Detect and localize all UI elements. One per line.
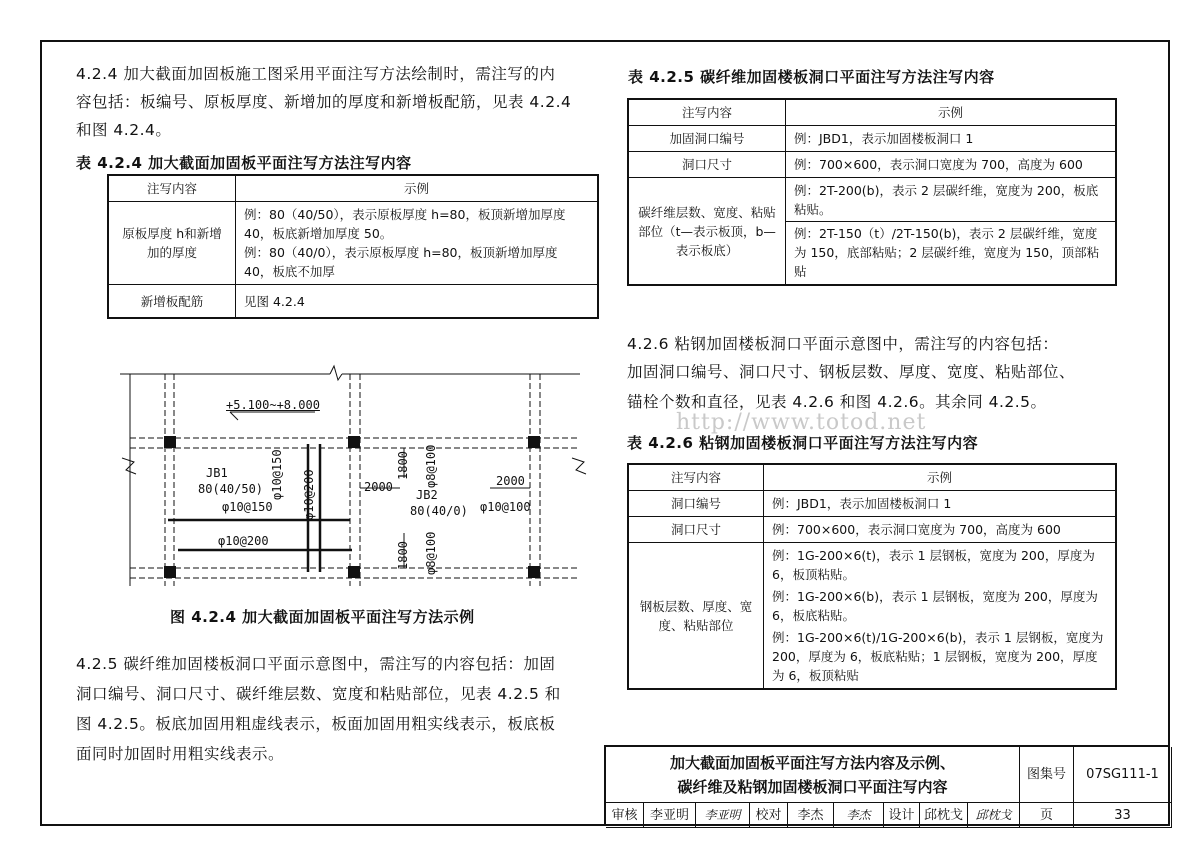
example-text: 例：2T-200(b)，表示 2 层碳纤维，宽度为 200，板底粘贴。 — [794, 183, 1099, 217]
rebar-label-vertical: φ8@100 — [424, 531, 438, 575]
rebar-label-vertical: φ10@200 — [302, 469, 316, 520]
table-header: 注写内容 — [108, 175, 236, 202]
rebar-label: φ10@150 — [222, 500, 273, 514]
checker-signature: 李杰 — [834, 803, 884, 828]
designer-signature: 邱枕戈 — [968, 803, 1020, 828]
text-line: 和图 4.2.4。 — [76, 121, 172, 139]
example-text: 例：1G-200×6(t)/1G-200×6(b)，表示 1 层钢板，宽度为 200，厚度为 6，板底粘贴；1 层钢板，宽度为 200，厚度为 6，板顶粘贴 — [772, 630, 1104, 683]
designer-name: 邱枕戈 — [920, 803, 968, 828]
text-line: 4.2.6 粘钢加固楼板洞口平面示意图中，需注写的内容包括： — [627, 335, 1059, 353]
checker-name: 李杰 — [788, 803, 834, 828]
rebar-label-vertical: φ8@100 — [424, 444, 438, 488]
table-4-2-6 — [627, 463, 1117, 690]
table-header: 注写内容 — [628, 99, 786, 126]
table-4-2-4-title: 表 4.2.4 加大截面加固板平面注写方法注写内容 — [76, 154, 412, 172]
table-cell: 碳纤维层数、宽度、粘贴部位（t—表示板顶，b—表示板底） — [628, 178, 786, 286]
dimension-label: 2000 — [364, 480, 393, 494]
drawing-title-line: 碳纤维及粘钢加固楼板洞口平面注写内容 — [677, 778, 948, 796]
table-header: 示例 — [786, 99, 1117, 126]
table-4-2-5-title: 表 4.2.5 碳纤维加固楼板洞口平面注写方法注写内容 — [628, 68, 995, 86]
check-label: 校对 — [750, 803, 788, 828]
reviewer-name: 李亚明 — [644, 803, 696, 828]
drawing-title-line: 加大截面加固板平面注写方法内容及示例、 — [669, 754, 955, 772]
text-line: 4.2.4 加大截面加固板施工图采用平面注写方法绘制时，需注写的内 — [76, 65, 556, 83]
table-cell: 例：JBD1，表示加固楼板洞口 1 — [764, 491, 1117, 517]
text-line: 面同时加固时用粗实线表示。 — [76, 745, 285, 763]
rebar-label: φ10@200 — [218, 534, 269, 548]
page-number: 33 — [1074, 803, 1172, 828]
atlas-label: 图集号 — [1020, 747, 1074, 803]
table-cell — [764, 543, 1117, 690]
slab-label-jb2: JB2 — [416, 488, 438, 502]
example-text: 例：1G-200×6(t)，表示 1 层钢板，宽度为 200，厚度为 6，板顶粘贴。 — [772, 548, 1095, 582]
dimension-label: 2000 — [496, 474, 525, 488]
table-4-2-4 — [107, 174, 599, 319]
example-text: 例：1G-200×6(b)，表示 1 层钢板，宽度为 200，厚度为 6，板底粘贴。 — [772, 589, 1098, 623]
table-cell: 洞口尺寸 — [628, 517, 764, 543]
table-cell — [786, 178, 1117, 286]
watermark-text: http://www.totod.net — [676, 410, 927, 435]
dimension-label: 1800 — [396, 541, 410, 570]
table-cell: 原板厚度 h和新增加的厚度 — [108, 202, 236, 285]
slab-thickness-jb1: 80(40/50) — [198, 482, 264, 496]
design-label: 设计 — [884, 803, 920, 828]
text-line: 图 4.2.5。板底加固用粗虚线表示，板面加固用粗实线表示，板底板 — [76, 715, 556, 733]
table-cell: 洞口尺寸 — [628, 152, 786, 178]
text-line: 加固洞口编号、洞口尺寸、钢板层数、厚度、宽度、粘贴部位、 — [627, 363, 1076, 381]
table-cell: 例：700×600，表示洞口宽度为 700，高度为 600 — [764, 517, 1117, 543]
table-header: 注写内容 — [628, 464, 764, 491]
text-line: 4.2.5 碳纤维加固楼板洞口平面示意图中，需注写的内容包括：加固 — [76, 655, 556, 673]
table-4-2-5 — [627, 98, 1117, 286]
table-cell: 洞口编号 — [628, 491, 764, 517]
drawing-title — [606, 747, 1020, 803]
elevation-label: +5.100~+8.000 — [226, 398, 320, 412]
table-cell: 加固洞口编号 — [628, 126, 786, 152]
title-block — [604, 745, 1170, 826]
text-line: 锚栓个数和直径，见表 4.2.6 和图 4.2.6。其余同 4.2.5。 — [627, 393, 1047, 411]
table-header: 示例 — [236, 175, 599, 202]
table-4-2-6-title: 表 4.2.6 粘钢加固楼板洞口平面注写方法注写内容 — [627, 434, 979, 452]
text-line: 洞口编号、洞口尺寸、碳纤维层数、宽度和粘贴部位，见表 4.2.5 和 — [76, 685, 561, 703]
slab-thickness-jb2: 80(40/0) — [410, 504, 468, 518]
table-cell — [236, 202, 599, 285]
page-label: 页 — [1020, 803, 1074, 828]
rebar-label-vertical: φ10@150 — [270, 449, 284, 500]
example-text: 例：2T-150（t）/2T-150(b)，表示 2 层碳纤维，宽度为 150，底部粘贴；2 层碳纤维，宽度为 150，顶部粘贴 — [786, 221, 1115, 281]
figure-caption: 图 4.2.4 加大截面加固板平面注写方法示例 — [170, 608, 475, 626]
atlas-number: 07SG111-1 — [1074, 747, 1172, 803]
reviewer-signature: 李亚明 — [696, 803, 750, 828]
dimension-label: 1800 — [396, 451, 410, 480]
table-cell: 新增板配筋 — [108, 285, 236, 319]
table-header: 示例 — [764, 464, 1117, 491]
text-line: 容包括：板编号、原板厚度、新增加的厚度和新增板配筋，见表 4.2.4 — [76, 93, 572, 111]
table-cell: 钢板层数、厚度、宽度、粘贴部位 — [628, 543, 764, 690]
rebar-label: φ10@100 — [480, 500, 531, 514]
table-cell: 例：700×600，表示洞口宽度为 700，高度为 600 — [786, 152, 1117, 178]
slab-label-jb1: JB1 — [206, 466, 228, 480]
table-cell: 例：JBD1，表示加固楼板洞口 1 — [786, 126, 1117, 152]
review-label: 审核 — [606, 803, 644, 828]
example-text: 例：80（40/50），表示原板厚度 h=80，板顶新增加厚度 40，板底新增加厚度 50。 — [244, 207, 566, 241]
example-text: 例：80（40/0），表示原板厚度 h=80，板顶新增加厚度 40，板底不加厚 — [244, 245, 558, 279]
table-cell: 见图 4.2.4 — [236, 285, 599, 319]
